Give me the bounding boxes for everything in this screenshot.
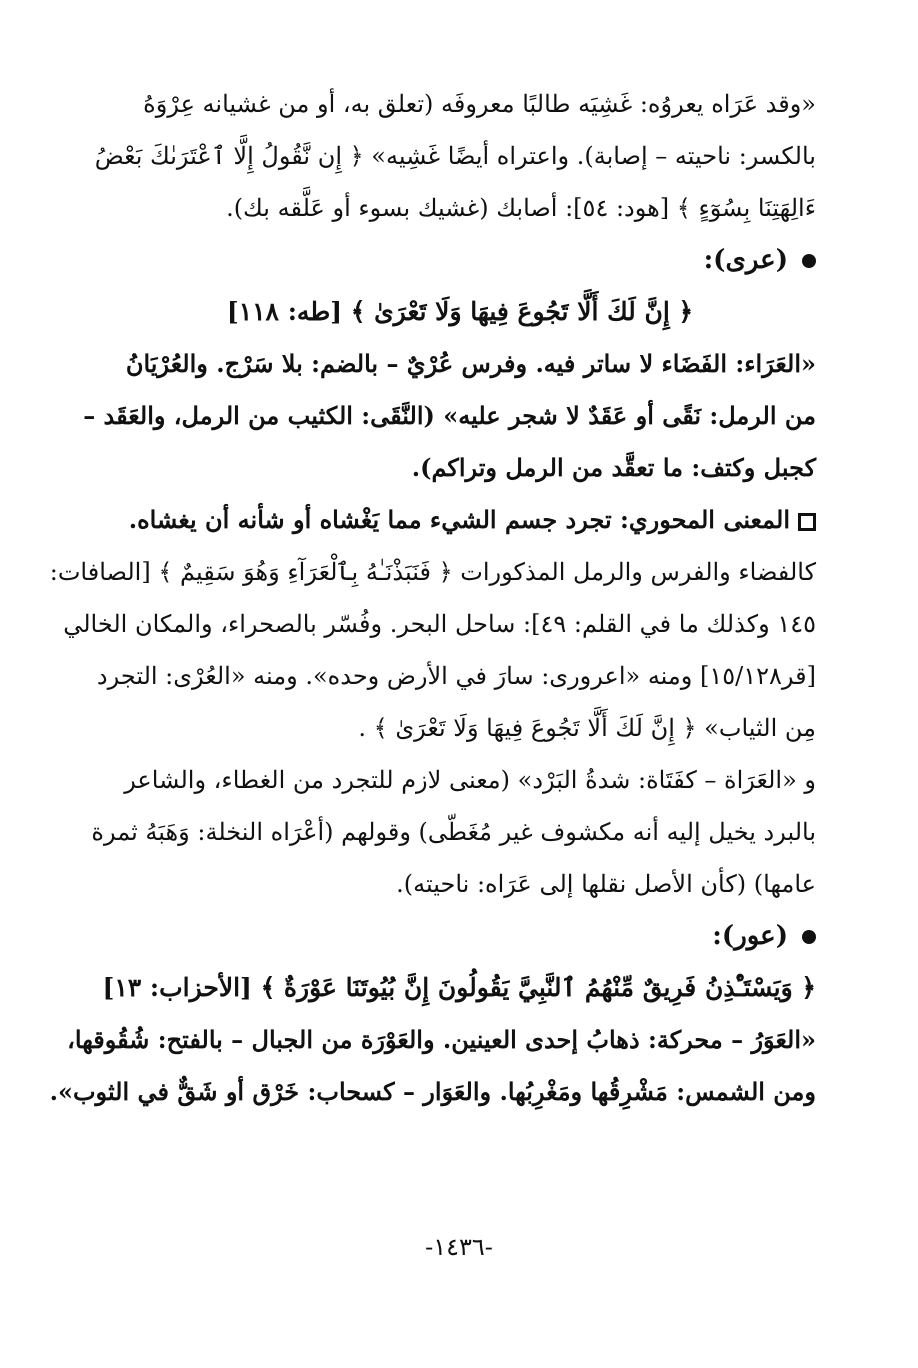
text-line: كجبل وكتف: ما تعقَّد من الرمل وتراكم). <box>411 453 816 482</box>
text-line: بالبرد يخيل إليه أنه مكشوف غير مُغَطّى) وقولهم (أعْرَاه النخلة: وَهَبَهُ ثمرة <box>91 818 816 846</box>
text-line: بالكسر: ناحيته – إصابة). واعتراه أيضًا غَشِيه» ﴿ إِن نَّقُولُ إِلَّا ٱعْتَرَىٰكَ بَعْضُ <box>94 142 816 170</box>
quran-verse: ﴿ إِنَّ لَكَ أَلَّا تَجُوعَ فِيهَا وَلَا تَعْرَىٰ ﴾ [طه: ١١٨] <box>226 297 694 326</box>
core-meaning-text: المعنى المحوري: تجرد جسم الشيء مما يَغْشاه أو شأنه أن يغشاه. <box>128 505 790 534</box>
section-heading-ary <box>104 234 816 286</box>
page-body <box>49 78 816 1118</box>
text-line: مِن الثياب» ﴿ إِنَّ لَكَ أَلَّا تَجُوعَ فِيهَا وَلَا تَعْرَىٰ ﴾ . <box>358 714 816 742</box>
text-line: «وقد عَرَاه يعروُه: غَشِيَه طالبًا معروفَه (تعلق به، أو من غشيانه عِرْوَهُ <box>143 90 816 118</box>
text-line: ١٤٥ وكذلك ما في القلم: ٤٩]: ساحل البحر. وفُسّر بالصحراء، والمكان الخالي <box>63 610 816 638</box>
section-heading-text: (عور): <box>712 921 788 951</box>
text-line: و «العَرَاة – كفَتَاة: شدةُ البَرْد» (معنى لازم للتجرد من الغطاء، والشاعر <box>124 766 816 794</box>
text-line: [قر١٥/١٢٨] ومنه «اعرورى: سارَ في الأرض وحده». ومنه «العُرْى: التجرد <box>96 662 816 690</box>
page-number: -١٤٣٦- <box>425 1233 493 1261</box>
text-line: ومن الشمس: مَشْرِقُها ومَغْرِبُها. والعَوَار – كسحاب: خَرْق أو شَقٌّ في الثوب». <box>49 1077 816 1106</box>
text-line: ءَالِهَتِنَا بِسُوٓءٍ ﴾ [هود: ٥٤]: أصابك (غشيك بسوء أو عَلَّقه بك). <box>226 194 816 222</box>
text-line: كالفضاء والفرس والرمل المذكورات ﴿ فَنَبَذْنَـٰهُ بِٱلْعَرَآءِ وَهُوَ سَقِيمٌ ﴾ [الصافات: <box>49 558 816 586</box>
quran-verse: ﴿ وَيَسْتَـْٔذِنُ فَرِيقٌ مِّنْهُمُ ٱلنَّبِيَّ يَقُولُونَ إِنَّ بُيُوتَنَا عَوْرَةٌ ﴾ [الأحزاب: ١٣] <box>102 973 816 1002</box>
core-meaning-line <box>104 494 816 546</box>
bullet-icon <box>802 254 816 268</box>
bullet-icon <box>802 930 816 944</box>
text-line: عامها) (كأن الأصل نقلها إلى عَرَاه: ناحيته). <box>396 870 816 898</box>
text-line: من الرمل: نَقًى أو عَقَدٌ لا شجر عليه» (النَّقَى: الكثيب من الرمل، والعَقَد – <box>83 401 816 430</box>
text-line: «العَوَرُ – محركة: ذهابُ إحدى العينين. والعَوْرَة من الجبال – بالفتح: شُقُوقها، <box>67 1025 816 1054</box>
square-icon <box>798 513 816 531</box>
text-line: «العَرَاء: الفَضَاء لا ساتر فيه. وفرس عُرْيٌ – بالضم: بلا سَرْج. والعُرْيَانُ <box>125 349 816 378</box>
section-heading-awr <box>104 910 816 962</box>
section-heading-text: (عرى): <box>703 245 788 275</box>
